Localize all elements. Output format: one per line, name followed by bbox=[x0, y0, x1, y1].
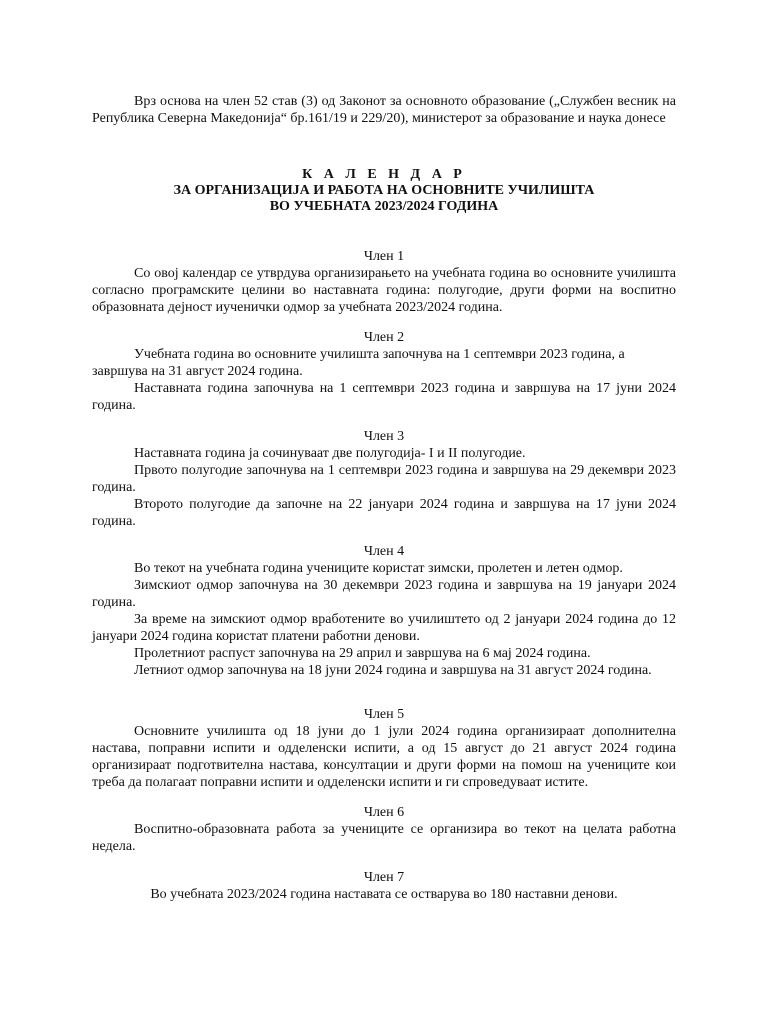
article-paragraph: Зимскиот одмор започнува на 30 декември 2023 година и завршува на 19 јануари 2024 година. bbox=[92, 578, 676, 610]
article-heading: Член 1 bbox=[363, 249, 405, 264]
article-paragraph: Пролетниот распуст започнува на 29 април и завршува на 6 мај 2024 година. bbox=[134, 646, 591, 661]
article-paragraph: Наставната година започнува на 1 септември 2023 година и завршува на 17 јуни 2024 година. bbox=[92, 381, 676, 413]
article-2 bbox=[92, 329, 676, 414]
article-5 bbox=[92, 706, 676, 791]
article-7 bbox=[92, 869, 676, 903]
article-paragraph: Наставната година ја сочинуваат две полугодија- I и II полугодие. bbox=[134, 446, 526, 461]
article-paragraph: Второто полугодие да започне на 22 јануари 2024 година и завршува на 17 јуни 2024 година. bbox=[92, 497, 676, 529]
title-line-3: ВО УЧЕБНАТА 2023/2024 ГОДИНА bbox=[269, 199, 499, 214]
article-heading: Член 2 bbox=[363, 330, 405, 345]
article-paragraph: Летниот одмор започнува на 18 јуни 2024 година и завршува на 31 август 2024 година. bbox=[134, 663, 652, 678]
title-line-1: К А Л Е Н Д А Р bbox=[302, 167, 466, 182]
article-heading: Член 3 bbox=[363, 429, 405, 444]
article-heading: Член 5 bbox=[363, 707, 405, 722]
article-paragraph: Основните училишта од 18 јуни до 1 јули 2024 година организираат дополнителна настава, поправни испити и одделенски испити, а од 15 август до 21 август 2024 година организираат подготвителна настава, консултации и други форми на помош на учениците кои треба да полагаат поправни испити и одделенски испити и ги спроведуваат истите. bbox=[92, 724, 676, 790]
intro-section bbox=[92, 93, 676, 127]
article-paragraph: Учебната година во основните училишта започнува на 1 септември 2023 година, а завршува на 31 август 2024 година. bbox=[92, 347, 625, 379]
article-paragraph: Со овој календар се утврдува организирањето на учебната година во основните училишта согласно програмските целини во наставната година: полугодие, други форми на воспитно образовната дејност иученички одмор за учебната 2023/2024 година. bbox=[92, 266, 676, 315]
article-paragraph: Во учебната 2023/2024 година наставата се остварува во 180 наставни денови. bbox=[150, 887, 618, 902]
article-paragraph: Воспитно-образовната работа за учениците се организира во текот на целата работна недела. bbox=[92, 822, 676, 854]
article-3 bbox=[92, 428, 676, 530]
document-title bbox=[92, 167, 676, 215]
intro-paragraph: Врз основа на член 52 став (3) од Законот за основното образование („Службен весник на Република Северна Македонија“ бр.161/19 и 229/20), министерот за образование и наука донесе bbox=[92, 94, 676, 126]
article-6 bbox=[92, 804, 676, 855]
article-1 bbox=[92, 248, 676, 316]
article-paragraph: За време на зимскиот одмор вработените во училиштето од 2 јануари 2024 година до 12 јануари 2024 година користат платени работни денови. bbox=[92, 612, 676, 644]
article-heading: Член 6 bbox=[363, 805, 405, 820]
article-heading: Член 4 bbox=[363, 544, 405, 559]
title-line-2: ЗА ОРГАНИЗАЦИЈА И РАБОТА НА ОСНОВНИТЕ УЧИЛИШТА bbox=[173, 183, 595, 198]
article-paragraph: Во текот на учебната година учениците користат зимски, пролетен и летен одмор. bbox=[134, 561, 623, 576]
article-paragraph: Првото полугодие започнува на 1 септември 2023 година и завршува на 29 декември 2023 година. bbox=[92, 463, 676, 495]
article-4 bbox=[92, 543, 676, 679]
article-heading: Член 7 bbox=[363, 870, 405, 885]
